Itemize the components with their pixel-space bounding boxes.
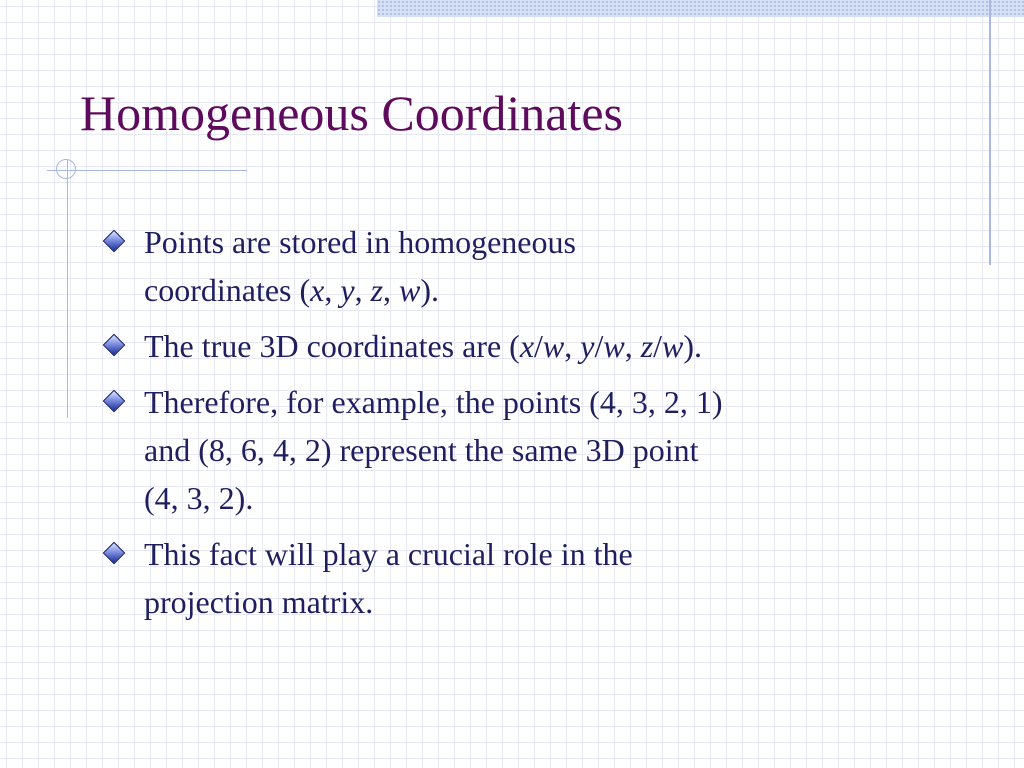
crosshair-circle-icon	[56, 159, 76, 179]
bullet-text-line	[144, 378, 982, 426]
math-variable: x	[519, 328, 535, 364]
math-variable: w	[662, 328, 684, 364]
bullet-item	[102, 530, 982, 626]
diamond-bullet-icon	[103, 390, 126, 413]
math-variable: w	[399, 272, 421, 308]
text-run: ,	[354, 272, 371, 308]
top-decorative-band	[377, 0, 1024, 17]
text-run: ,	[383, 272, 400, 308]
text-run: coordinates (	[144, 272, 311, 308]
text-run: projection matrix.	[144, 584, 374, 620]
diamond-bullet-icon	[103, 334, 126, 357]
math-variable: w	[542, 328, 565, 364]
text-run: /	[594, 328, 604, 364]
bullet-text-line	[144, 322, 982, 370]
bullet-text-line	[144, 578, 982, 626]
bullet-item	[102, 218, 982, 314]
math-variable: w	[603, 328, 625, 364]
bullet-list	[102, 218, 982, 634]
bullet-item	[102, 322, 982, 370]
diamond-bullet-icon	[103, 542, 126, 565]
math-variable: y	[340, 272, 355, 308]
text-run: This fact will play a crucial role in the	[144, 536, 633, 572]
title-underline-accent	[47, 170, 247, 171]
text-run: and (8, 6, 4, 2) represent the same 3D point	[144, 432, 699, 468]
text-run: ).	[420, 272, 440, 308]
bullet-item	[102, 378, 982, 522]
bullet-text-line	[144, 426, 982, 474]
bullet-text-line	[144, 218, 982, 266]
math-variable: z	[370, 272, 384, 308]
text-run: Therefore, for example, the points (4, 3, 2, 1)	[144, 384, 723, 420]
math-variable: z	[640, 328, 654, 364]
text-run: ,	[564, 328, 581, 364]
text-run: /	[653, 328, 663, 364]
right-accent-line	[989, 0, 991, 265]
bullet-text-line	[144, 474, 982, 522]
slide-title: Homogeneous Coordinates	[80, 85, 623, 141]
math-variable: y	[580, 328, 595, 364]
bullet-text-line	[144, 530, 982, 578]
diamond-bullet-icon	[103, 230, 126, 253]
bullet-text-line	[144, 266, 982, 314]
text-run: /	[534, 328, 543, 364]
math-variable: x	[310, 272, 325, 308]
left-accent-line	[67, 160, 68, 418]
text-run: The true 3D coordinates are (	[144, 328, 520, 364]
text-run: (4, 3, 2).	[144, 480, 254, 516]
text-run: ,	[624, 328, 641, 364]
text-run: ,	[324, 272, 341, 308]
text-run: Points are stored in homogeneous	[144, 224, 576, 260]
text-run: ).	[683, 328, 703, 364]
